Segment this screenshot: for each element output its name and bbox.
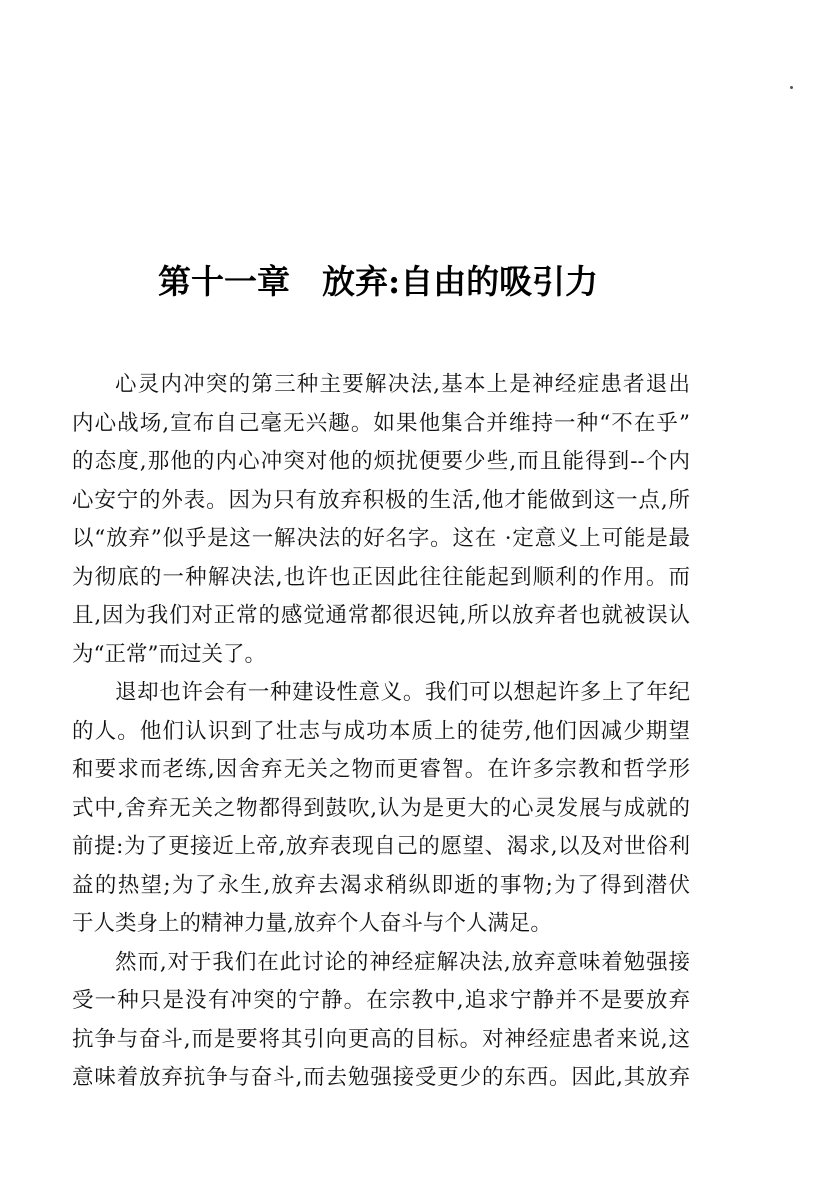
paragraph-3-line-2: 受一种只是没有冲突的宁静。在宗教中,追求宁静并不是要放弃	[72, 988, 690, 1013]
paragraph-1-line-7: 且,因为我们对正常的感觉通常都很迟钝,所以放弃者也就被误认	[72, 603, 690, 628]
paragraph-1-line-2: 内心战场,宣布自己毫无兴趣。如果他集合并维持一种“不在乎”	[72, 410, 690, 436]
paragraph-2-line-5: 前提:为了更接近上帝,放弃表现自己的愿望、渴求,以及对世俗利	[72, 834, 690, 859]
paragraph-3-line-3: 抗争与奋斗,而是要将其引向更高的目标。对神经症患者来说,这	[72, 1026, 690, 1052]
paragraph-1-line-3: 的态度,那他的内心冲突对他的烦扰便要少些,而且能得到--个内	[72, 449, 690, 474]
paragraph-2-line-1: 退却也许会有一种建设性意义。我们可以想起许多上了年纪	[115, 680, 690, 705]
paragraph-1-line-1: 心灵内冲突的第三种主要解决法,基本上是神经症患者退出	[115, 372, 690, 397]
paragraph-3-line-1: 然而,对于我们在此讨论的神经症解决法,放弃意味着勉强接	[115, 949, 690, 975]
paragraph-2-line-6: 益的热望;为了永生,放弃去渴求稍纵即逝的事物;为了得到潜伏	[72, 872, 690, 898]
chapter-title: 放弃:自由的吸引力	[322, 262, 599, 301]
chapter-body	[72, 366, 690, 1098]
paragraph-2-line-3: 和要求而老练,因舍弃无关之物而更睿智。在许多宗教和哲学形	[72, 757, 690, 782]
paragraph-1-line-4: 心安宁的外表。因为只有放弃积极的生活,他才能做到这一点,所	[72, 487, 690, 513]
chapter-heading	[158, 254, 678, 310]
chapter-number: 第十一章	[158, 262, 290, 301]
scan-speck	[790, 86, 793, 89]
paragraph-1-line-5: 以“放弃”似乎是这一解决法的好名字。这在 ·定意义上可能是最	[72, 526, 690, 551]
paragraph-2-line-7: 于人类身上的精神力量,放弃个人奋斗与个人满足。	[72, 911, 552, 936]
paragraph-1-line-6: 为彻底的一种解决法,也许也正因此往往能起到顺利的作用。而	[72, 564, 690, 590]
paragraph-2-line-4: 式中,舍弃无关之物都得到鼓吹,认为是更大的心灵发展与成就的	[72, 795, 690, 821]
paragraph-1-line-8: 为“正常”而过关了。	[72, 641, 266, 667]
paragraph-2-line-2: 的人。他们认识到了壮志与成功本质上的徒劳,他们因减少期望	[72, 718, 690, 744]
paragraph-3-line-4: 意味着放弃抗争与奋斗,而去勉强接受更少的东西。因此,其放弃	[72, 1065, 690, 1090]
